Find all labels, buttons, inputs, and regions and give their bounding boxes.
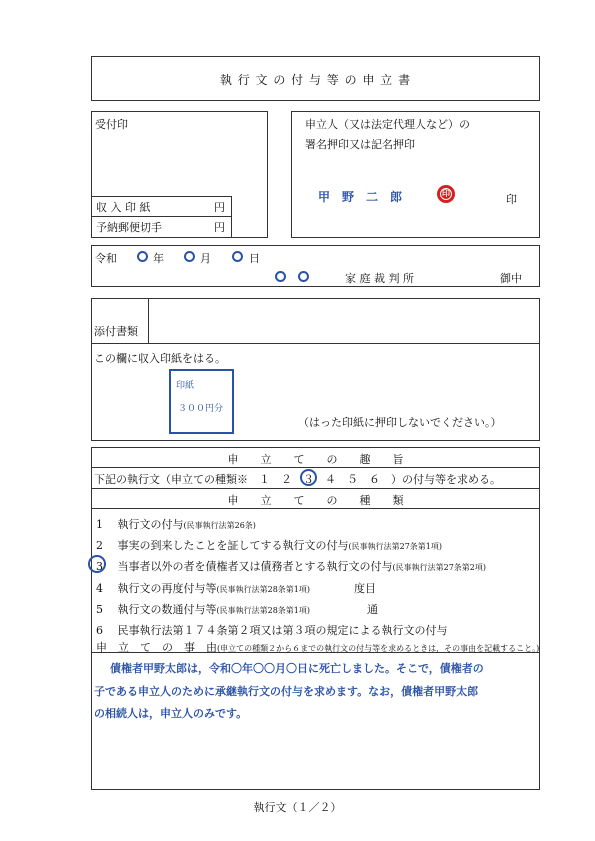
purpose-header: 申 立 て の 趣 旨 [227,453,404,466]
type-item-4-extra: 度目 [354,582,376,595]
court-name: 家 庭 裁 判 所 [345,272,414,285]
applicant-name: 甲 野 二 郎 [318,190,403,204]
form-title: 執 行 文 の 付 与 等 の 申 立 書 [219,73,412,87]
reason-header: 申 立 て の 事 由(申立ての種類２から６までの執行文の付与等を求めるときは，その事由を記載すること。) [96,641,540,654]
revenue-stamp-unit: 円 [214,201,225,214]
applicant-seal: 印 [437,185,455,203]
court-circle-icon-1 [275,271,286,282]
type-item-2: 2 事実の到来したことを証してする執行文の付与(民事執行法第27条第1項) [96,539,443,552]
stamp-instruction: この欄に収入印紙をはる。 [94,352,226,365]
type-item-1: 1 執行文の付与(民事執行法第26条) [96,518,256,531]
court-circle-icon-2 [298,271,309,282]
applicant-label-line2: 署名押印又は記名押印 [305,138,415,151]
type-item-5-extra: 通 [367,603,378,616]
stamp-box-line2: ３００円分 [178,404,224,414]
date-era: 令和 [95,252,117,265]
reception-stamp-label: 受付印 [95,118,128,131]
month-circle-icon [184,251,195,262]
type-item-4: 4 執行文の再度付与等(民事執行法第28条第1項) [96,582,311,595]
seal-suffix: 印 [506,193,517,206]
selected-type-circle-icon [300,469,317,486]
type-item-6: 6 民事執行法第１７４条第２項又は第３項の規定による執行文の付与 [96,624,448,637]
postage-label: 予納郵便切手 [96,221,162,234]
stamp-note: （はった印紙に押印しないでください。） [298,416,502,429]
stamp-box-line1: 印紙 [176,381,195,391]
date-day-unit: 日 [249,252,260,265]
page-footer: 執行文（１／２） [253,801,342,814]
attachments-label: 添付書類 [94,325,138,338]
types-header: 申 立 て の 種 類 [227,494,404,507]
year-circle-icon [137,251,148,262]
reason-line-2: 子である申立人のために承継執行文の付与を求めます。なお，債権者甲野太郎 [94,685,479,698]
postage-unit: 円 [214,221,225,234]
type-item-3: 3 当事者以外の者を債権者又は債務者とする執行文の付与(民事執行法第27条第2項) [96,560,487,573]
date-year-unit: 年 [153,252,164,265]
purpose-text: 下記の執行文（申立ての種類※ １ ２ ３ ４ ５ ６ ）の付与等を求める。 [94,473,501,486]
date-month-unit: 月 [200,252,211,265]
day-circle-icon [232,251,243,262]
reason-line-1: 債権者甲野太郎は，令和〇年〇〇月〇日に死亡しました。そこで，債権者の [110,662,484,675]
reason-line-3: の相続人は，申立人のみです。 [94,707,248,720]
court-suffix: 御中 [500,272,522,285]
revenue-stamp-label: 収 入 印 紙 [96,201,151,214]
applicant-label-line1: 申立人（又は法定代理人など）の [305,118,470,131]
type-item-5: 5 執行文の数通付与等(民事執行法第28条第1項) [96,603,311,616]
